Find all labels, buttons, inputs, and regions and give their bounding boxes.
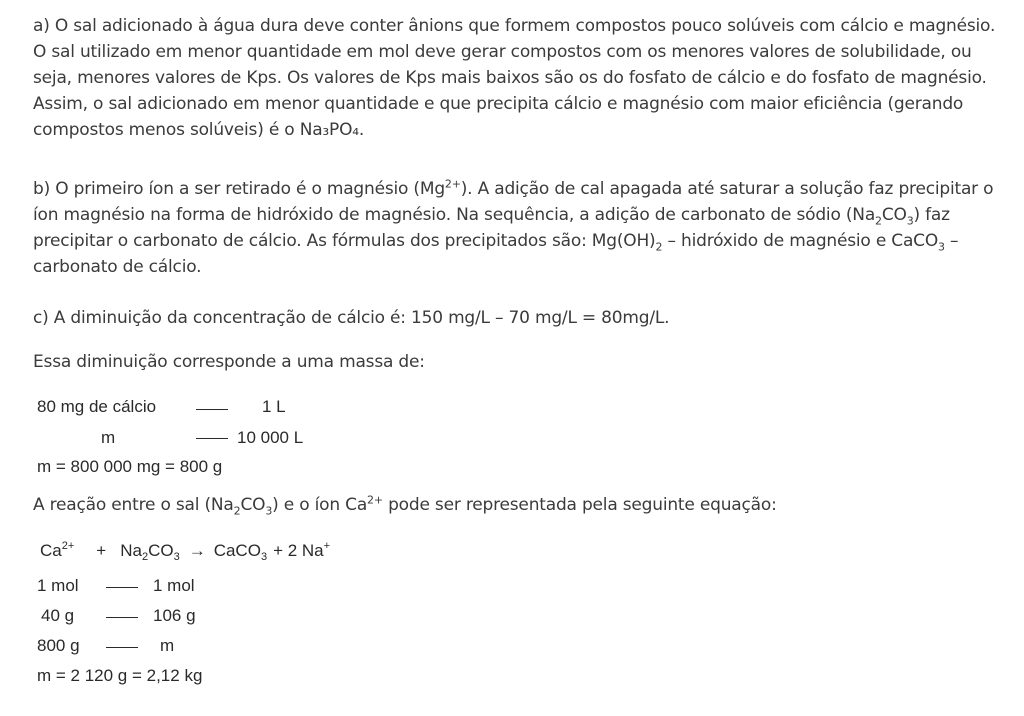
reaction-intro-text-3: ) e o íon Ca	[272, 495, 368, 515]
calc2-row1-dash	[106, 587, 138, 588]
chemical-equation	[40, 541, 330, 561]
reaction-ca-charge: 2+	[367, 493, 383, 507]
calc1-row1-right: 1 L	[262, 397, 286, 416]
eq-carbonate-subscript: 3	[173, 551, 180, 563]
paragraph-a-text: a) O sal adicionado à água dura deve conter ânions que formem compostos pouco solúveis com cálcio e magnésio. O sal utilizado em menor quantidade em mol deve gerar compostos com os menores valores de solubilidade, ou seja, menores valores de Kps. Os valores de Kps mais baixos são os do fosfato de cálcio e do fosfato de magnésio. Assim, o sal adicionado em menor quantidade e que precipita cálcio e magnésio com maior eficiência (gerando compostos menos solúveis) é o Na₃PO₄.	[33, 16, 996, 140]
calc2-row2-left: 40 g	[41, 606, 75, 625]
paragraph-a	[33, 13, 1008, 143]
calc1-row1-dash	[196, 409, 228, 410]
eq-plus: +	[96, 541, 107, 560]
eq-calcium: Ca	[40, 541, 62, 560]
paragraph-b-text-6: – carbonato de cálcio.	[33, 231, 959, 277]
reaction-intro	[33, 492, 1008, 518]
calc2-row3-right: m	[160, 636, 175, 655]
mass-intro	[33, 349, 1008, 375]
calc1-result: m = 800 000 mg = 800 g	[37, 457, 223, 476]
reaction-intro-text-1: A reação entre o sal (Na	[33, 495, 234, 515]
calc1-row2-dash	[196, 438, 228, 439]
eq-sodium-subscript: 2	[141, 551, 149, 563]
subscript-2b: 2	[655, 240, 663, 254]
paragraph-b-text-1: b) O primeiro íon a ser retirado é o magnésio (Mg	[33, 179, 445, 199]
subscript-3: 3	[906, 214, 914, 228]
reaction-subscript-3: 3	[265, 504, 273, 518]
paragraph-b-text-3: CO	[881, 205, 907, 225]
eq-arrow: →	[188, 541, 206, 560]
eq-sodium-ion: + 2 Na	[273, 541, 324, 560]
eq-sodium: Na	[120, 541, 142, 560]
paragraph-b-text-5: – hidróxido de magnésio e CaCO	[662, 231, 939, 251]
eq-sodium-ion-charge: +	[323, 540, 331, 552]
paragraph-b-text-2: ). A adição de cal apagada até saturar a solução faz precipitar o íon magnésio na forma de hidróxido de magnésio. Na sequência, a adição de carbonato de sódio (Na	[33, 179, 994, 225]
calc2-row1-left: 1 mol	[37, 576, 79, 595]
reaction-intro-text-2: CO	[240, 495, 266, 515]
calc2-row1-right: 1 mol	[153, 576, 195, 595]
eq-calcium-carbonate-subscript: 3	[260, 551, 268, 563]
calc1-row2-left: m	[101, 428, 116, 447]
reaction-subscript-2: 2	[233, 504, 241, 518]
calc1-row2-right: 10 000 L	[237, 428, 304, 447]
paragraph-b-text-4: ) faz precipitar o carbonato de cálcio. As fórmulas dos precipitados são: Mg(OH)	[33, 205, 950, 251]
eq-carbonate: CO	[148, 541, 174, 560]
calc2-row3-dash	[106, 647, 138, 648]
eq-calcium-carbonate: CaCO	[213, 541, 261, 560]
calc2-row2-right: 106 g	[153, 606, 196, 625]
calc1-row1-left: 80 mg de cálcio	[37, 397, 157, 416]
reaction-intro-text-4: pode ser representada pela seguinte equação:	[382, 495, 777, 515]
subscript-2: 2	[875, 214, 882, 228]
eq-calcium-charge: 2+	[61, 540, 75, 552]
subscript-3b: 3	[938, 240, 945, 254]
mg-charge-superscript: 2+	[444, 177, 461, 191]
paragraph-c	[33, 305, 1008, 331]
calc2-result: m = 2 120 g = 2,12 kg	[37, 666, 203, 685]
calc2-row2-dash	[106, 617, 138, 618]
calc2-row3-left: 800 g	[37, 636, 80, 655]
paragraph-b	[33, 176, 1008, 280]
mass-intro-text: Essa diminuição corresponde a uma massa de:	[33, 352, 425, 372]
paragraph-c-text: c) A diminuição da concentração de cálcio é: 150 mg/L – 70 mg/L = 80mg/L.	[33, 308, 670, 328]
